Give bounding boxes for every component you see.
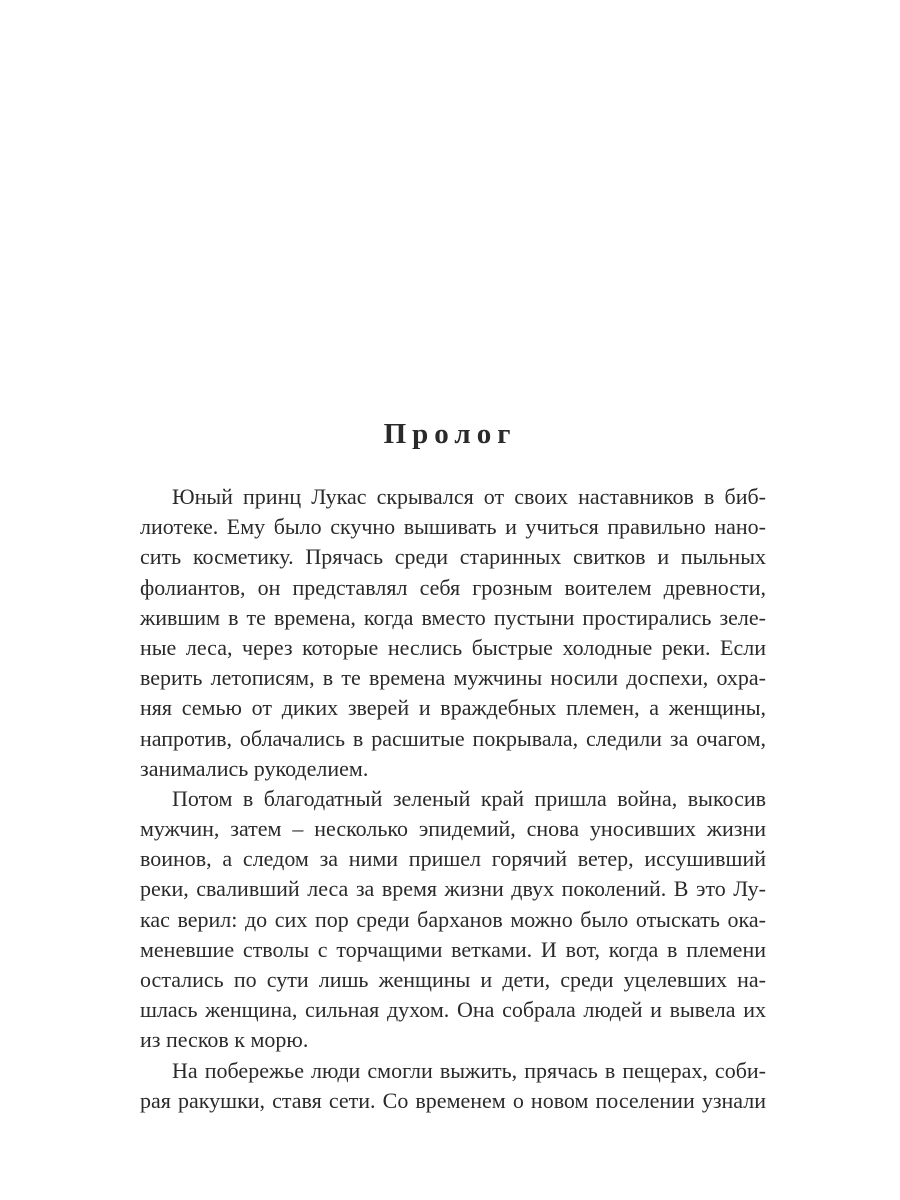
text-line: Потом в благодатный зеленый край пришла война, выкосив xyxy=(172,785,766,811)
text-line: лиотеке. Ему было скучно вышивать и учиться правильно нано- xyxy=(140,514,766,540)
paragraph-3 xyxy=(140,1056,766,1116)
paragraph-1 xyxy=(140,482,766,784)
text-line: фолиантов, он представлял себя грозным воителем древности, xyxy=(140,574,766,600)
body-text xyxy=(140,482,766,1116)
text-line: мужчин, затем – несколько эпидемий, снова уносивших жизни xyxy=(140,816,766,842)
text-line: рая ракушки, ставя сети. Со временем о новом поселении узнали xyxy=(140,1087,766,1113)
text-line: верить летописям, в те времена мужчины носили доспехи, охра- xyxy=(140,665,766,691)
text-line: жившим в те времена, когда вместо пустыни простирались зеле- xyxy=(140,604,766,630)
text-line: кас верил: до сих пор среди барханов можно было отыскать ока- xyxy=(140,906,766,932)
text-line: шлась женщина, сильная духом. Она собрала людей и вывела их xyxy=(140,997,766,1023)
text-line: меневшие стволы с торчащими ветками. И вот, когда в племени xyxy=(140,936,766,962)
text-line: остались по сути лишь женщины и дети, среди уцелевших на- xyxy=(140,967,766,992)
chapter-title: Пролог xyxy=(383,418,517,450)
text-line: Юный принц Лукас скрывался от своих наставников в биб- xyxy=(172,484,766,509)
text-line: На побережье люди смогли выжить, прячась в пещерах, соби- xyxy=(172,1057,766,1083)
text-line: напротив, облачались в расшитые покрывала, следили за очагом, xyxy=(140,725,766,751)
text-line: ные леса, через которые неслись быстрые холодные реки. Если xyxy=(140,634,766,660)
text-line: воинов, а следом за ними пришел горячий ветер, иссушивший xyxy=(140,846,766,872)
text-line: няя семью от диких зверей и враждебных племен, а женщины, xyxy=(140,695,766,721)
text-line: из песков к морю. xyxy=(140,1027,309,1053)
text-line: реки, сваливший леса за время жизни двух поколений. В это Лу- xyxy=(140,876,766,902)
text-line: сить косметику. Прячась среди старинных свитков и пыльных xyxy=(140,544,766,570)
text-line: занимались рукоделием. xyxy=(140,755,369,781)
paragraph-2 xyxy=(140,784,766,1056)
